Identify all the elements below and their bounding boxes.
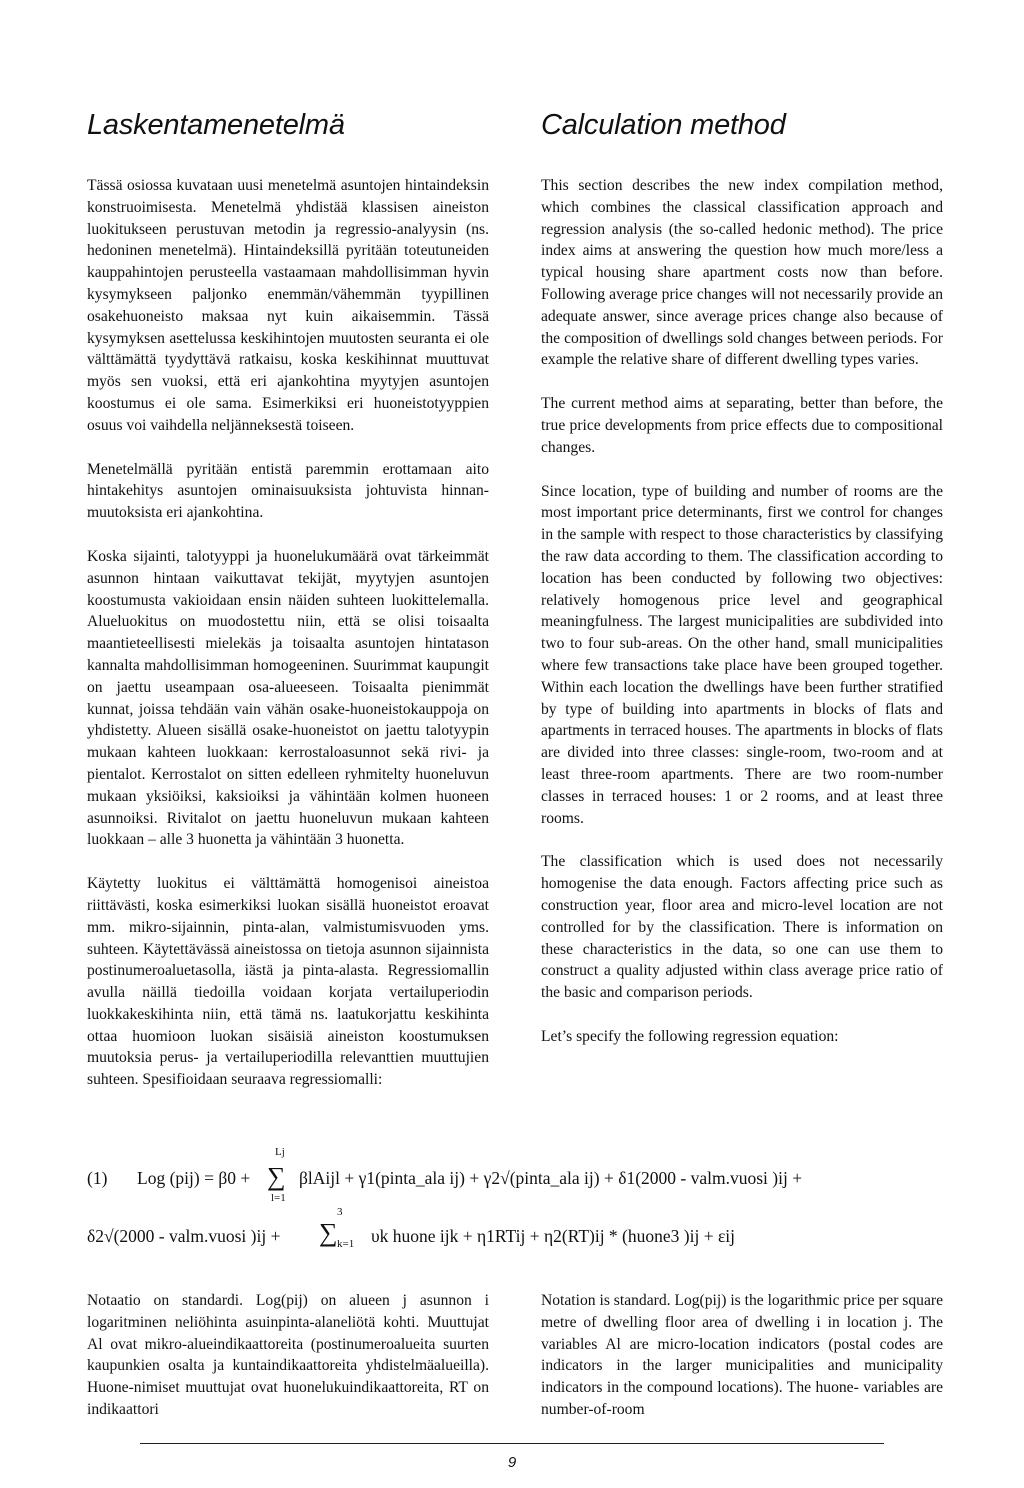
english-notation-paragraph: Notation is standard. Log(pij) is the logarithmic price per square metre of dwelling floor area of dwelling i in location j. The variables Al are micro-location indicators (postal codes are indicators in the larger municipalities and municipality indicators in the compound locations). The huone- variables are number-of-room [541,1292,943,1418]
equation-line-1 [87,1140,947,1204]
english-column [541,105,943,1070]
english-paragraph-2: The current method aims at separating, better than before, the true price developments from price effects due to compositional changes. [541,395,943,456]
finnish-heading: Laskentamenetelmä [87,109,345,141]
equation-number: (1) [87,1168,108,1188]
sum-symbol-2: ∑ [319,1218,338,1247]
finnish-column [87,105,489,1113]
english-paragraph-1: This section describes the new index compilation method, which combines the classical classification approach and regression analysis (the so-called hedonic method). The price index aims at answering the question how much more/less a typical housing share apartment costs now than before. Following average price changes will not necessarily provide an adequate answer, since average prices change also because of the composition of dwellings sold changes between periods. For example the relative share of different dwelling types varies. [541,177,943,369]
equation-line-2-start: δ2√(2000 - valm.vuosi )ij + [87,1226,281,1246]
equation-line-2-terms: υk huone ijk + η1RTij + η2(RT)ij * (huone3 )ij + εij [371,1226,736,1246]
english-heading: Calculation method [541,109,786,141]
finnish-paragraph-4: Käytetty luokitus ei välttämättä homogenisoi aineistoa riittävästi, koska esimerkiksi luokan sisällä huoneistot eroavat mm. mikro-sijainnin, pinta-alan, valmistumisvuoden yms. suhteen. Käytettävässä aineistossa on tietoja asunnon sijainnista postinumeroaluetasolla, iästä ja pinta-alasta. Regressiomallin avulla näillä tiedoilla voidaan korjata vertailuperiodin luokkakeskihinta niin, että tämä ns. laatukorjattu keskihinta ottaa huomioon luokan sisäisiä aineiston koostumuksen muutoksia perus- ja vertailuperiodilla relevanttien muuttujien suhteen. Spesifioidaan seuraava regressiomalli: [87,875,489,1089]
sum-lower-limit-2: k=1 [337,1238,355,1250]
page-number: 9 [507,1454,517,1471]
sum-upper-limit-2: 3 [337,1206,343,1218]
equation-line-2 [87,1206,947,1274]
sum-lower-limit: l=1 [271,1192,286,1204]
equation-line-1-terms: βlAijl + γ1(pinta_ala ij) + γ2√(pinta_ala ij) + δ1(2000 - valm.vuosi )ij + [299,1168,803,1188]
english-paragraph-4: The classification which is used does not necessarily homogenise the data enough. Factors affecting price such as construction year, floor area and micro-level location are not controlled for by the classification. There is information on these characteristics in the data, so one can use them to construct a quality adjusted within class average price ratio of the basic and comparison periods. [541,853,943,1002]
finnish-paragraph-3: Koska sijainti, talotyyppi ja huonelukumäärä ovat tärkeimmät asunnon hintaan vaikuttavat tekijät, myytyjen asuntojen koostumusta vakioidaan ensin näiden suhteen luokittelemalla. Alueluokitus on muodostettu niin, että se olisi toisaalta maantieteellisesti mielekäs ja toisaalta asuntojen hintatason kannalta mahdollisimman homogeeninen. Suurimmat kaupungit on jaettu useampaan osa-alueeseen. Toisaalta pienimmät kunnat, joissa tehdään vain vähän osake-huoneistokauppoja on yhdistetty. Alueen sisällä osake-huoneistot on jaettu talotyypin mukaan kahteen luokkaan: kerrostaloasunnot sekä rivi- ja pientalot. Kerrostalot on sitten edelleen ryhmitelty huoneluvun mukaan yksiöiksi, kaksioiksi ja vähintään kolmen huoneen asunnoiksi. Rivitalot on jaettu huoneluvun mukaan kahteen luokkaan – alle 3 huonetta ja vähintään 3 huonetta. [87,547,489,849]
english-paragraph-3: Since location, type of building and number of rooms are the most important price determinants, first we control for changes in the sample with respect to those characteristics by classifying the raw data according to them. The classification according to location has been conducted by following two objectives: relatively homogenous price level and geographical meaningfulness. The largest municipalities are subdivided into two to four sub-areas. On the other hand, small municipalities where few transactions take place have been grouped together. Within each location the dwellings have been further stratified by type of building into apartments in blocks of flats and apartments in terraced houses. The apartments in blocks of flats are divided into three classes: single-room, two-room and at least three-room apartments. There are two room-number classes in terraced houses: 1 or 2 rooms, and at least three rooms. [541,482,943,827]
finnish-paragraph-1: Tässä osiossa kuvataan uusi menetelmä asuntojen hintaindeksin konstruoimisesta. Menetelmä yhdistää klassisen aineiston luokitukseen perustuvan metodin ja regressio-analyysin (ns. hedoninen menetelmä). Hintaindeksillä pyritään toteutuneiden kauppahintojen perusteella vastaamaan mahdollisimman hyvin kysymykseen paljonko enemmän/vähemmän tyypillinen osakehuoneisto maksaa nyt kuin aikaisemmin. Tässä kysymyksen asettelussa keskihintojen muutosten seuranta ei ole välttämättä tyydyttävä ratkaisu, koska keskihinnat muuttuvat myös sen vuoksi, että eri ajankohtina myytyjen asuntojen koostumus ei ole sama. Esimerkiksi eri huoneistotyyppien osuus voi vaihdella neljänneksestä toiseen. [87,177,489,434]
english-paragraph-5: Let’s specify the following regression equation: [541,1027,839,1045]
finnish-notation-paragraph: Notaatio on standardi. Log(pij) on alueen j asunnon i logaritminen neliöhinta asuinpinta-alaneliötä kohti. Muuttujat Al ovat mikro-alueindikaattoreita (postinumeroalueita suurten kaupunkien osalta ja kuntaindikaattoreita yhdistelmäalueilla). Huone-nimiset muuttujat ovat huonelukuindikaattoreita, RT on indikaattori [87,1292,489,1418]
equation-lhs: Log (pij) = β0 + [137,1168,251,1188]
finnish-notation [87,1290,489,1421]
sum-symbol-1: ∑ [267,1162,286,1191]
english-notation [541,1290,943,1421]
footer-rule [140,1443,884,1444]
sum-upper-limit: Lj [275,1146,285,1158]
regression-equation [87,1140,947,1274]
finnish-paragraph-2: Menetelmällä pyritään entistä paremmin erottamaan aito hintakehitys asuntojen ominaisuuksista johtuvista hinnan-muutoksista eri ajankohtina. [87,460,489,522]
